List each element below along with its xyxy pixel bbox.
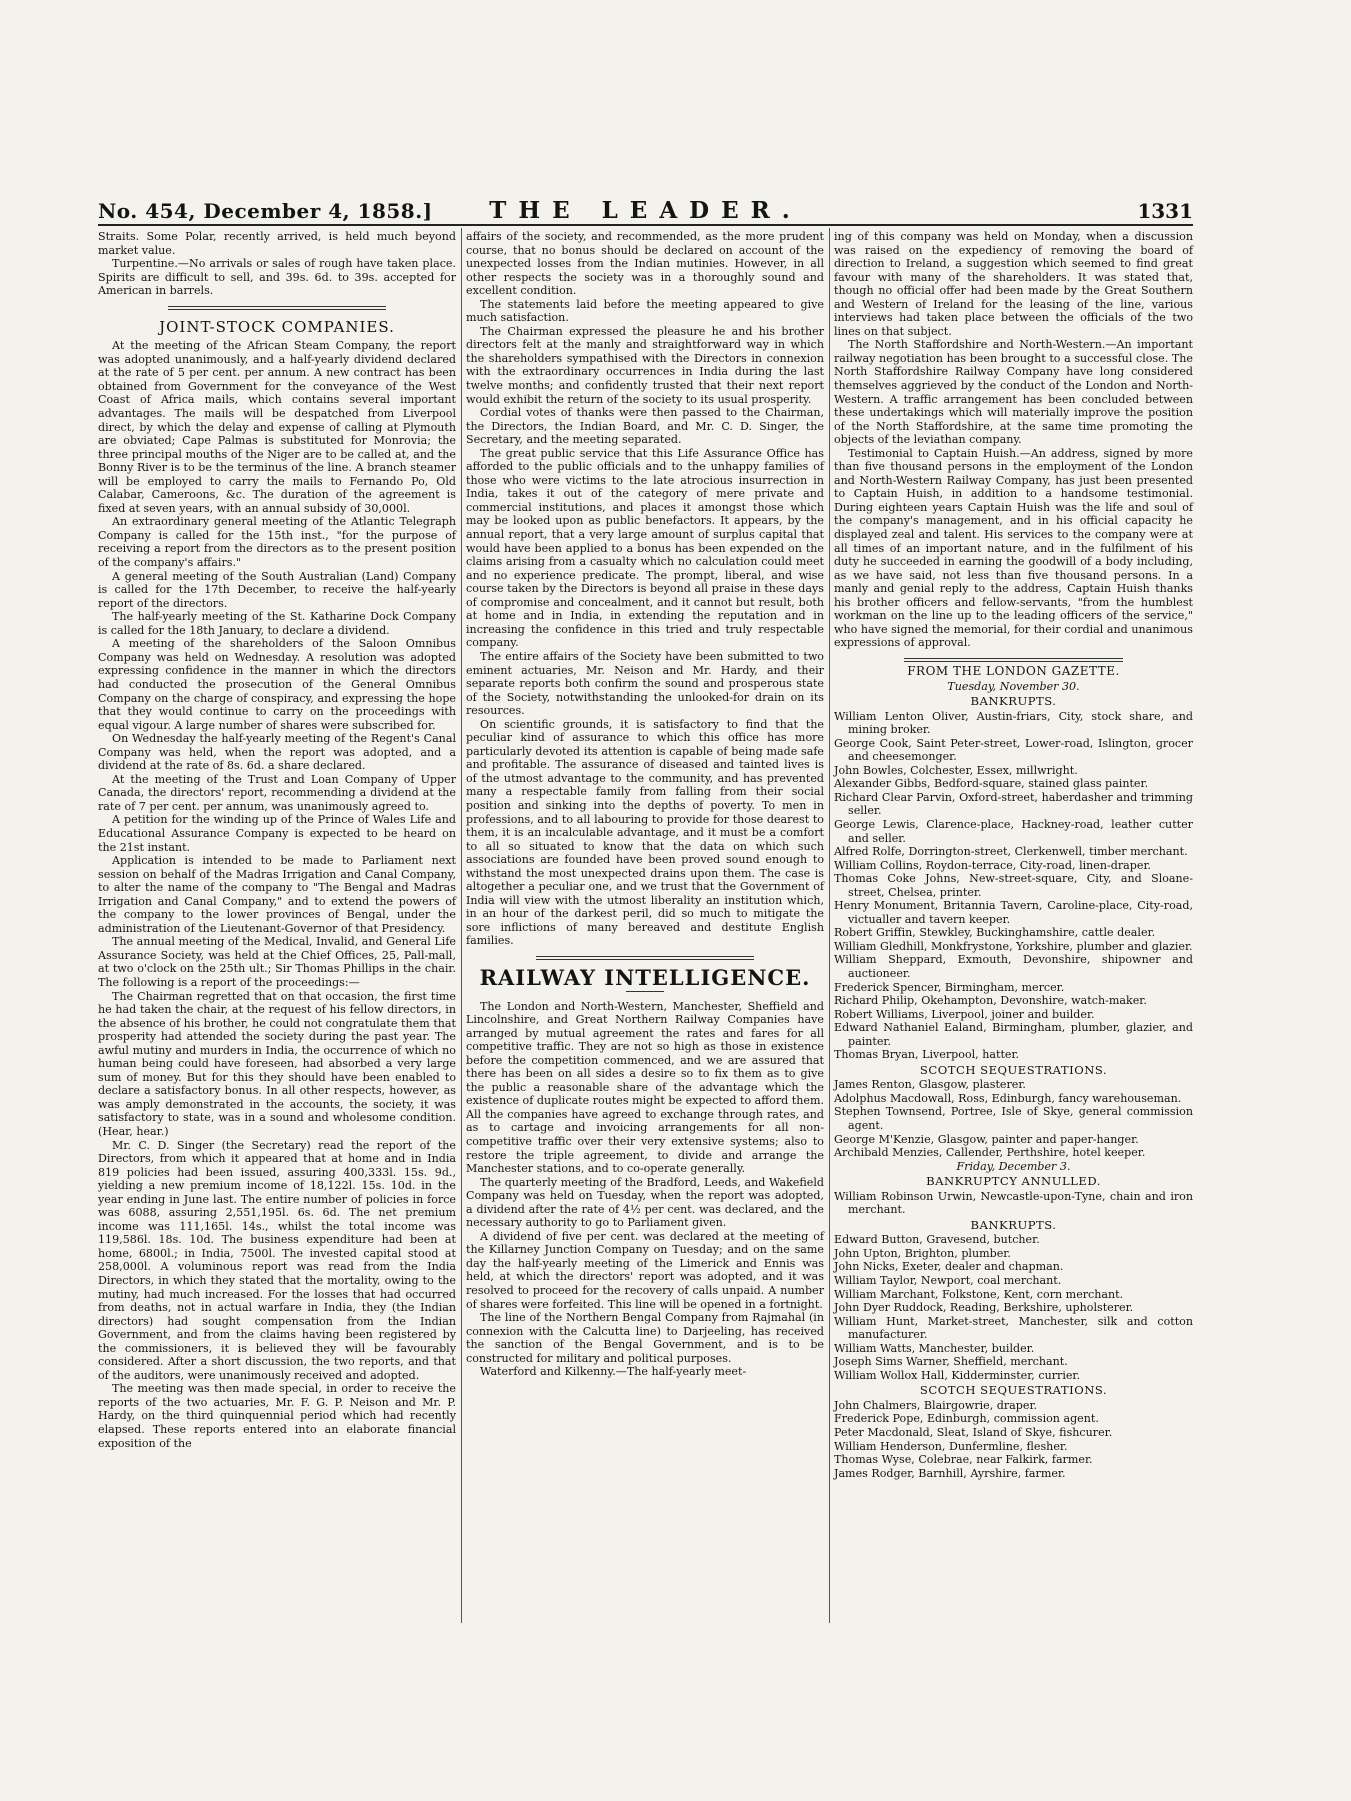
column-divider: [829, 228, 830, 1623]
paragraph: The Chairman regretted that on that occasion, the first time he had taken the chair, at the request of his fellow directors, in the absence of his brother, he could not congratulate them that prosperity had attended the society during the past year. The awful mutiny and murders in India, the occurrence of which no human being could have foreseen, had absorbed a very large sum of money. But for this they should have been enabled to declare a satisfactory bonus. In all other respects, however, as was amply demonstrated in the accounts, the society, it was satisfactory to state, was in a sound and wholesome condition. (Hear, hear.): [98, 989, 456, 1138]
list-item: John Chalmers, Blairgowrie, draper.: [834, 1398, 1038, 1412]
section-rule: [904, 661, 1123, 662]
list-item: John Bowles, Colchester, Essex, millwright.: [834, 763, 1078, 777]
column-divider: [461, 228, 462, 1623]
paragraph: ing of this company was held on Monday, when a discussion was raised on the expediency of removing the board of direction to Ireland, a suggestion which seemed to find great favour with many of the shareholders. It was stated that, though no official offer had been made by the Great Southern and Western of Ireland for the leasing of the line, various interviews had taken place between the officials of the two lines on that subject.: [834, 230, 1193, 338]
paragraph: An extraordinary general meeting of the Atlantic Telegraph Company is called for the 15th inst., "for the purpose of receiving a report from the directors as to the present position of the company's affairs.": [98, 515, 456, 570]
list-item: George M'Kenzie, Glasgow, painter and paper-hanger.: [834, 1132, 1139, 1146]
annulled-heading: BANKRUPTCY ANNULLED.: [926, 1174, 1101, 1189]
list-item: James Rodger, Barnhill, Ayrshire, farmer.: [834, 1466, 1066, 1480]
list-item: William Sheppard, Exmouth, Devonshire, shipowner and auctioneer.: [834, 953, 1193, 980]
paragraph: On Wednesday the half-yearly meeting of the Regent's Canal Company was held, when the report was adopted, and a dividend at the rate of 8s. 6d. a share declared.: [98, 732, 456, 773]
list-item: Archibald Menzies, Callender, Perthshire, hotel keeper.: [834, 1146, 1146, 1160]
paragraph: At the meeting of the African Steam Company, the report was adopted unanimously, and a half-yearly dividend declared at the rate of 5 per cent. per annum. A new contract has been obtained from Government for the conveyance of the West Coast of Africa mails, which contains several important advantages. The mails will be despatched from Liverpool direct, by which the delay and expense of calling at Plymouth are obviated; Cape Palmas is substituted for Monrovia; the three principal mouths of the Niger are to be called at, and the Bonny River is to be the terminus of the line. A branch steamer will be employed to carry the mails to Fernando Po, Old Calabar, Cameroons, &c. The duration of the agreement is fixed at seven years, with an annual subsidy of 30,000l.: [98, 339, 456, 515]
bankrupts-heading: BANKRUPTS.: [970, 694, 1057, 709]
page-number: 1331: [1137, 199, 1193, 223]
list-item: Frederick Pope, Edinburgh, commission agent.: [834, 1412, 1099, 1426]
list-item: William Wollox Hall, Kidderminster, currier.: [834, 1368, 1081, 1382]
paragraph: The line of the Northern Bengal Company from Rajmahal (in connexion with the Calcutta line) to Darjeeling, has received the sanction of the Bengal Government, and is to be constructed for military and political purposes.: [466, 1311, 824, 1365]
list-item: William Henderson, Dunfermline, flesher.: [834, 1439, 1068, 1453]
paragraph: The London and North-Western, Manchester, Sheffield and Lincolnshire, and Great Northern Railway Companies have arranged by mutual agreement the rates and fares for all competitive traffic. They are not so high as those in existence before the competition commenced, and we are assured that there has been on all sides a desire so to fix them as to give the public a reasonable share of the advantage which the existence of duplicate routes might be expected to afford them. All the companies have agreed to exchange through rates, and as to cartage and invoicing arrangements for all non-competitive traffic over their very extensive systems; also to restore the triple agreement, to divide and arrange the Manchester stations, and to co-operate generally.: [466, 999, 824, 1176]
list-item: Edward Button, Gravesend, butcher.: [834, 1233, 1040, 1247]
gazette-date: Friday, December 3.: [956, 1159, 1071, 1173]
list-item: William Taylor, Newport, coal merchant.: [834, 1274, 1062, 1288]
paragraph: Testimonial to Captain Huish.—An address, signed by more than five thousand persons in the employment of the London and North-Western Railway Company, has just been presented to Captain Huish, in addition to a handsome testimonial. During eighteen years Captain Huish was the life and soul of the company's management, and in his official capacity he displayed zeal and talent. His services to the company were at all times of an important nature, and in the fulfilment of his duty he succeeded in earning the goodwill of a body including, as we have said, not less than five thousand persons. In a manly and genial reply to the address, Captain Huish thanks his brother officers and fellow-servants, "from the humblest workman on the line up to the leading officers of the service," who have signed the memorial, for their cordial and unanimous expressions of approval.: [834, 446, 1193, 650]
paragraph: A meeting of the shareholders of the Saloon Omnibus Company was held on Wednesday. A resolution was adopted expressing confidence in the manner in which the directors had conducted the prosecution of the General Omnibus Company on the charge of conspiracy, and expressing the hope that they would continue to carry on the proceedings with equal vigour. A large number of shares were subscribed for.: [98, 637, 456, 732]
list-item: George Cook, Saint Peter-street, Lower-road, Islington, grocer and cheesemonger.: [834, 736, 1193, 764]
section-rule: [536, 956, 754, 957]
list-item: Adolphus Macdowall, Ross, Edinburgh, fancy warehouseman.: [834, 1091, 1182, 1105]
newspaper-title: THE LEADER.: [489, 197, 802, 224]
paragraph: The North Staffordshire and North-Western.—An important railway negotiation has been brought to a successful close. The North Staffordshire Railway Company have long considered themselves aggrieved by the conduct of the London and North-Western. A traffic arrangement has been concluded between these undertakings which will materially improve the position of the North Staffordshire, at the same time promoting the objects of the leviathan company.: [834, 338, 1193, 447]
gazette-date: Tuesday, November 30.: [947, 679, 1080, 693]
list-item: Robert Griffin, Stewkley, Buckinghamshire, cattle dealer.: [834, 926, 1156, 940]
list-item: Joseph Sims Warner, Sheffield, merchant.: [834, 1355, 1068, 1369]
column-1: [98, 230, 456, 1450]
paragraph: Mr. C. D. Singer (the Secretary) read the report of the Directors, from which it appeared that at home and in India 819 policies had been issued, assuring 400,333l. 15s. 9d., yielding a new premium income of 18,122l. 15s. 10d. in the year ending in June last. The entire number of policies in force was 6088, assuring 2,551,195l. 6s. 6d. The net premium income was 111,165l. 14s., whilst the total income was 119,586l. 18s. 10d. The business expenditure had been at home, 6800l.; in India, 7500l. The invested capital stood at 258,000l. A voluminous report was read from the India Directors, in which they stated that the mortality, owing to the mutiny, had much increased. For the losses that had occurred from deaths, not in actual warfare in India, they (the Indian directors) had sought compensation from the Indian Government, and from the claims having been registered by the commissioners, it is believed they will be favourably considered. After a short discussion, the two reports, and that of the auditors, were unanimously received and adopted.: [98, 1138, 456, 1382]
list-item: Henry Monument, Britannia Tavern, Caroline-place, City-road, victualler and tavern keeper.: [834, 899, 1193, 926]
paragraph: A dividend of five per cent. was declared at the meeting of the Killarney Junction Company on Tuesday; and on the same day the half-yearly meeting of the Limerick and Ennis was held, at which the directors' report was adopted, and it was resolved to proceed for the recovery of calls unpaid. A number of shares were forfeited. This line will be opened in a fortnight.: [466, 1229, 824, 1311]
paragraph: The meeting was then made special, in order to receive the reports of the two actuaries, Mr. F. G. P. Neison and Mr. P. Hardy, on the third quinquennial period which had recently elapsed. These reports entered into an elaborate financial exposition of the: [98, 1382, 456, 1450]
bankrupts-list: [834, 1233, 1193, 1382]
paragraph: The half-yearly meeting of the St. Katharine Dock Company is called for the 18th January, to declare a dividend.: [98, 610, 456, 637]
paragraph: Waterford and Kilkenny.—The half-yearly meet-: [480, 1365, 747, 1379]
list-item: Thomas Bryan, Liverpool, hatter.: [834, 1048, 1020, 1062]
masthead-rule: [98, 224, 1193, 226]
section-rule: [904, 658, 1123, 659]
list-item: William Robinson Urwin, Newcastle-upon-Tyne, chain and iron merchant.: [834, 1189, 1193, 1217]
list-item: Alfred Rolfe, Dorrington-street, Clerkenwell, timber merchant.: [834, 845, 1188, 859]
list-item: John Upton, Brighton, plumber.: [834, 1246, 1011, 1260]
list-item: Thomas Wyse, Colebrae, near Falkirk, farmer.: [834, 1453, 1093, 1467]
paragraph: affairs of the society, and recommended, as the more prudent course, that no bonus should be declared on account of the unexpected losses from the Indian mutinies. However, in all other respects the society was in a thoroughly sound and excellent condition.: [466, 230, 824, 298]
gazette-heading: FROM THE LONDON GAZETTE.: [907, 663, 1120, 678]
paragraph: The annual meeting of the Medical, Invalid, and General Life Assurance Society, was held at the Chief Offices, 25, Pall-mall, at two o'clock on the 25th ult.; Sir Thomas Phillips in the chair. The following is a report of the proceedings:—: [98, 935, 456, 989]
scotch-list: [834, 1078, 1193, 1159]
list-item: Stephen Townsend, Portree, Isle of Skye, general commission agent.: [834, 1105, 1193, 1132]
paragraph: At the meeting of the Trust and Loan Company of Upper Canada, the directors' report, recommending a dividend at the rate of 7 per cent. per annum, was unanimously agreed to.: [98, 772, 456, 813]
heading-rule: [626, 991, 664, 992]
paragraph: The quarterly meeting of the Bradford, Leeds, and Wakefield Company was held on Tuesday, when the report was adopted, a dividend after the rate of 4½ per cent. was declared, and the necessary authority to go to Parliament given.: [466, 1175, 824, 1230]
list-item: Thomas Coke Johns, New-street-square, City, and Sloane-street, Chelsea, printer.: [834, 872, 1193, 899]
scotch-sequestrations-heading: SCOTCH SEQUESTRATIONS.: [919, 1383, 1108, 1398]
issue-date: No. 454, December 4, 1858.]: [98, 199, 433, 223]
list-item: William Marchant, Folkstone, Kent, corn merchant.: [834, 1287, 1124, 1301]
bankrupts-heading: BANKRUPTS.: [970, 1217, 1057, 1232]
list-item: William Watts, Manchester, builder.: [834, 1341, 1035, 1355]
paragraph: The great public service that this Life Assurance Office has afforded to the public officials and to the unhappy families of those who were victims to the late atrocious insurrection in India, takes it out of the category of mere private and commercial institutions, and places it amongst those which may be looked upon as public benefactors. It appears, by the annual report, that a very large amount of surplus capital that would have been applied to a bonus has been expended on the claims arising from a casualty which no calculation could meet and no experience predicate. The prompt, liberal, and wise course taken by the Directors is beyond all praise in these days of compromise and concealment, and it cannot but result, both at home and in India, in extending the reputation and in increasing the confidence in this tried and truly respectable company.: [466, 446, 824, 650]
section-rule: [168, 306, 386, 307]
paragraph: Application is intended to be made to Parliament next session on behalf of the Madras Irrigation and Canal Company, to alter the name of the company to "The Bengal and Madras Irrigation and Canal Company," and to extend the powers of the company to the lower provinces of Bengal, under the administration of the Lieutenant-Governor of that Presidency.: [98, 854, 456, 935]
list-item: William Lenton Oliver, Austin-friars, City, stock share, and mining broker.: [834, 709, 1193, 737]
list-item: John Nicks, Exeter, dealer and chapman.: [834, 1260, 1064, 1274]
scotch-list: [834, 1399, 1193, 1480]
section-heading: JOINT-STOCK COMPANIES.: [159, 317, 395, 336]
list-item: Peter Macdonald, Sleat, Island of Skye, fishcurer.: [834, 1426, 1113, 1440]
list-item: Richard Clear Parvin, Oxford-street, haberdasher and trimming seller.: [834, 790, 1193, 818]
list-item: William Gledhill, Monkfrystone, Yorkshire, plumber and glazier.: [834, 939, 1193, 953]
paragraph: The Chairman expressed the pleasure he and his brother directors felt at the manly and straightforward way in which the shareholders sympathised with the Directors in connexion with the extraordinary occurrences in India during the last twelve months; and confidently trusted that their next report would exhibit the return of the society to its usual prosperity.: [466, 324, 824, 406]
paragraph: The entire affairs of the Society have been submitted to two eminent actuaries, Mr. Neison and Mr. Hardy, and their separate reports both confirm the sound and prosperous state of the Society, notwithstanding the unlooked-for drain on its resources.: [466, 649, 824, 718]
list-item: William Collins, Roydon-terrace, City-road, linen-draper.: [834, 858, 1152, 872]
list-item: Edward Nathaniel Ealand, Birmingham, plumber, glazier, and painter.: [834, 1021, 1193, 1048]
paragraph: Turpentine.—No arrivals or sales of rough have taken place. Spirits are difficult to sell, and 39s. 6d. to 39s. accepted for American in barrels.: [98, 257, 456, 298]
list-item: John Dyer Ruddock, Reading, Berkshire, upholsterer.: [834, 1301, 1134, 1315]
masthead: [98, 197, 1193, 224]
section-rule: [168, 309, 386, 310]
list-item: James Renton, Glasgow, plasterer.: [834, 1078, 1026, 1092]
list-item: Alexander Gibbs, Bedford-square, stained glass painter.: [834, 777, 1149, 791]
list-item: William Hunt, Market-street, Manchester, silk and cotton manufacturer.: [834, 1314, 1193, 1342]
list-item: George Lewis, Clarence-place, Hackney-road, leather cutter and seller.: [834, 817, 1193, 845]
bankrupts-list: [834, 710, 1193, 1062]
paragraph: Cordial votes of thanks were then passed to the Chairman, the Directors, the Indian Board, and Mr. C. D. Singer, the Secretary, and the meeting separated.: [466, 406, 824, 447]
scotch-sequestrations-heading: SCOTCH SEQUESTRATIONS.: [919, 1062, 1108, 1077]
railway-heading: RAILWAY INTELLIGENCE.: [479, 964, 811, 990]
column-3: [834, 230, 1193, 1480]
list-item: Robert Williams, Liverpool, joiner and builder.: [834, 1007, 1095, 1021]
list-item: Richard Philip, Okehampton, Devonshire, watch-maker.: [834, 994, 1147, 1008]
paragraph: A petition for the winding up of the Prince of Wales Life and Educational Assurance Company is expected to be heard on the 21st instant.: [98, 813, 456, 854]
paragraph: A general meeting of the South Australian (Land) Company is called for the 17th December, to receive the half-yearly report of the directors.: [98, 569, 456, 610]
paragraph: The statements laid before the meeting appeared to give much satisfaction.: [466, 297, 824, 325]
list-item: Frederick Spencer, Birmingham, mercer.: [834, 980, 1065, 994]
column-2: [466, 230, 824, 1379]
paragraph: On scientific grounds, it is satisfactory to find that the peculiar kind of assurance to which this office has more particularly devoted its attention is capable of being made safe and profitable. The assurance of diseased and tainted lives is of the utmost advantage to the community, and has prevented many a respectable family from falling from their social position and sinking into the depths of poverty. To men in professions, and to all labouring to provide for those dearest to them, it is an incalculable advantage, and it must be a comfort to all so situated to know that the data on which such associations are founded have been proved sound enough to withstand the most unexpected drains upon them. The case is altogether a peculiar one, and we trust that the Government of India will view with the utmost liberality an institution which, in an hour of the darkest peril, did so much to mitigate the sore inflictions of many bereaved and destitute English families.: [466, 717, 824, 948]
section-rule: [536, 959, 754, 960]
paragraph: Straits. Some Polar, recently arrived, is held much beyond market value.: [98, 230, 456, 257]
